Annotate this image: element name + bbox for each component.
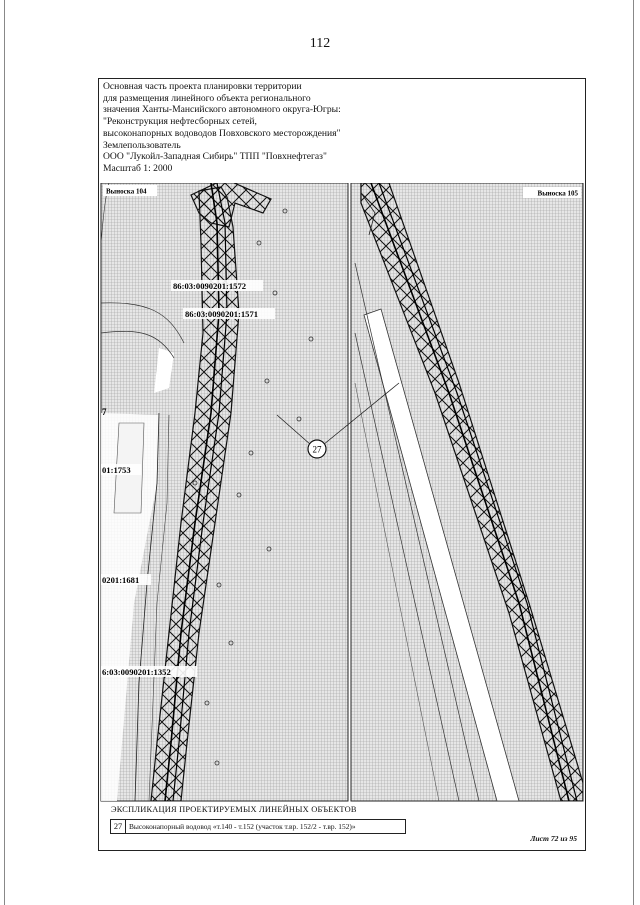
parcel-label: 86:03:0090201:1571: [185, 309, 259, 319]
parcel-label: 86:03:0090201:1572: [173, 281, 247, 291]
right-margin-line: [633, 0, 634, 905]
legend-description: Высоконапорный водовод «т.140 - т.152 (участок т.вр. 152/2 - т.вр. 152)»: [129, 822, 356, 831]
legend: [99, 795, 585, 850]
header-line: Землепользователь: [103, 139, 181, 151]
header-line: Основная часть проекта планировки территории: [103, 81, 302, 92]
object-marker-label: 27: [312, 444, 322, 455]
legend-title: ЭКСПЛИКАЦИЯ ПРОЕКТИРУЕМЫХ ЛИНЕЙНЫХ ОБЪЕКТОВ: [111, 805, 357, 814]
parcel-label: 01:1753: [102, 465, 131, 475]
drawing-frame: [98, 78, 586, 851]
page-number: 112: [309, 36, 331, 51]
header-block: [103, 81, 341, 175]
map-drawing: [99, 183, 585, 873]
parcel-label: 6:03:0090201:1352: [102, 667, 171, 677]
header-line: значения Ханты-Мансийского автономного округа-Югры:: [103, 104, 341, 116]
edge-label: 7: [102, 407, 107, 417]
left-panel-label: Выноска 104: [106, 187, 147, 196]
left-margin-line: [4, 0, 5, 905]
header-line: для размещения линейного объекта регионального: [103, 92, 311, 104]
header-line: Масштаб 1: 2000: [103, 162, 173, 174]
object-marker: [308, 440, 326, 458]
header-line: "Реконструкция нефтесборных сетей,: [103, 116, 257, 128]
right-panel-label: Выноска 105: [537, 189, 578, 198]
parcel-label: 0201:1681: [102, 575, 140, 585]
header-line: высоконапорных водоводов Повховского месторождения": [103, 127, 341, 139]
legend-code: 27: [111, 820, 126, 833]
legend-row: [110, 819, 406, 834]
header-line: ООО "Лукойл-Западная Сибирь" ТПП "Повхнефтегаз": [103, 151, 327, 163]
sheet-number: Лист 72 из 95: [530, 834, 577, 843]
